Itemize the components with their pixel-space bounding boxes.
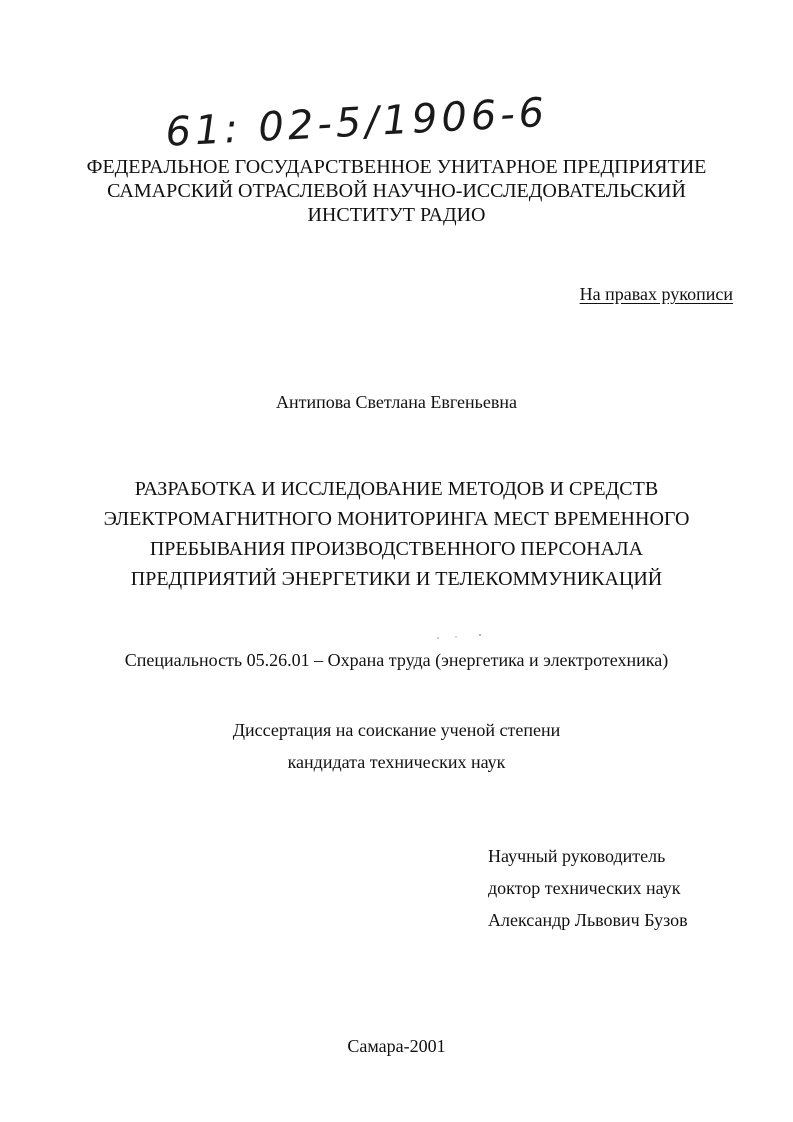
scan-specks xyxy=(430,632,490,642)
organization-line: ИНСТИТУТ РАДИО xyxy=(307,204,486,226)
rights-notice: На правах рукописи xyxy=(579,284,733,304)
degree-line: кандидата технических наук xyxy=(287,752,506,772)
organization-line: САМАРСКИЙ ОТРАСЛЕВОЙ НАУЧНО-ИССЛЕДОВАТЕЛЬСКИЙ xyxy=(107,180,686,202)
author-name: Антипова Светлана Евгеньевна xyxy=(276,392,517,412)
title-line: РАЗРАБОТКА И ИССЛЕДОВАНИЕ МЕТОДОВ И СРЕДСТВ xyxy=(134,478,659,500)
supervisor-name: Александр Львович Бузов xyxy=(488,910,688,930)
supervisor-role: Научный руководитель xyxy=(488,846,666,866)
handwritten-archive-code xyxy=(160,82,620,152)
title-line: ПРЕБЫВАНИЯ ПРОИЗВОДСТВЕННОГО ПЕРСОНАЛА xyxy=(149,538,644,560)
title-line: ЭЛЕКТРОМАГНИТНОГО МОНИТОРИНГА МЕСТ ВРЕМЕННОГО xyxy=(103,508,690,530)
place-and-year: Самара-2001 xyxy=(347,1036,446,1056)
organization-header xyxy=(0,155,793,227)
dissertation-title xyxy=(0,474,793,594)
supervisor-block xyxy=(488,840,688,936)
title-line: ПРЕДПРИЯТИЙ ЭНЕРГЕТИКИ И ТЕЛЕКОММУНИКАЦИЙ xyxy=(130,568,663,590)
degree-statement xyxy=(0,714,793,778)
organization-line: ФЕДЕРАЛЬНОЕ ГОСУДАРСТВЕННОЕ УНИТАРНОЕ ПРЕДПРИЯТИЕ xyxy=(86,156,707,178)
specialty-line: Специальность 05.26.01 – Охрана труда (энергетика и электротехника) xyxy=(124,650,669,670)
handwritten-code-text: 61: 02-5/1906-6 xyxy=(164,89,550,152)
degree-line: Диссертация на соискание ученой степени xyxy=(232,720,561,740)
supervisor-degree: доктор технических наук xyxy=(488,878,681,898)
